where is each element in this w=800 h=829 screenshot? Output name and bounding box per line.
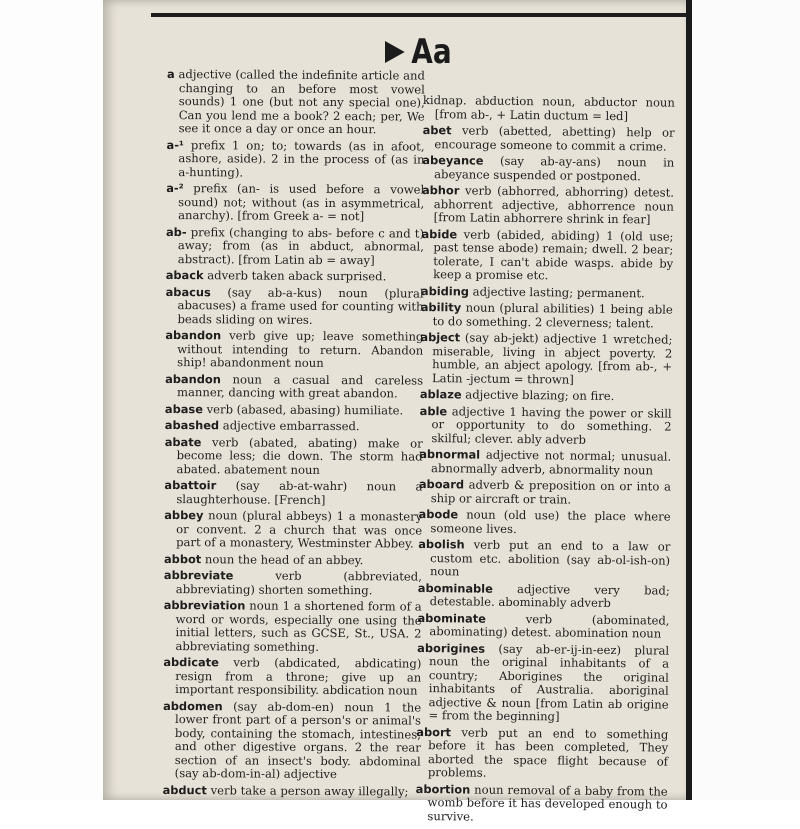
entry-headword: abase [165,401,203,415]
dictionary-entry [421,227,674,284]
entry-definition: noun (plural abilities) 1 being able to do something. 2 cleverness; talent. [433,300,673,329]
background-left [0,0,103,800]
dictionary-entry [416,725,669,782]
dictionary-entry [163,599,421,655]
dictionary-page [103,0,692,800]
dictionary-entry [165,402,423,417]
entry-definition: (say ab-jekt) adjective 1 wretched; miserable, living in abject poverty. 2 humble, an abject apology. [from ab-, + Latin -jectum = thrown] [432,330,673,386]
entry-headword: abate [165,434,202,448]
entry-definition: adjective lasting; permanent. [473,284,645,300]
dictionary-entry [163,656,421,698]
dictionary-entry [420,331,673,388]
entry-definition: prefix (an- is used before a vowel sound) not; without (as in asymmetrical, anarchy). [from Greek a- = not] [178,181,424,223]
dictionary-entry [165,435,423,477]
entry-headword: abort [416,724,451,738]
dictionary-entry [163,783,421,798]
entry-definition: adjective embarrassed. [223,418,360,433]
entry-definition: (say ab-a-kus) noun (plural abacuses) a frame used for counting with beads sliding on wires. [177,285,423,327]
entry-definition: prefix (changing to abs- before c and t) away; from (as in abduct, abnormal, abstract). [from Latin ab = away] [178,225,424,267]
dictionary-entry [415,782,667,825]
entry-headword: abashed [165,418,219,432]
dictionary-entry [164,552,422,567]
dictionary-entry [418,538,670,581]
entry-headword: abbey [164,508,203,522]
entry-definition: verb (abominated, abominating) detest. abomination noun [429,612,669,641]
entry-definition: adjective very bad; detestable. abominably adverb [430,582,670,610]
entry-headword: abide [421,226,457,240]
entry-headword: able [420,403,448,417]
entry-headword: abdomen [163,698,223,712]
entry-headword: a-² [166,181,183,195]
entry-headword: ab- [166,224,187,238]
entry-headword: abode [419,507,459,521]
entry-definition: prefix 1 on; to; towards (as in afoot, ashore, aside). 2 in the process of (as in a-hunting). [178,138,424,179]
background-right [692,0,800,800]
entry-headword: abeyance [422,153,483,168]
dictionary-entry [163,699,421,782]
entry-definition: verb (abdicated, abdicating) resign from a throne; give up an important responsibility. abdication noun [175,655,421,697]
dictionary-entry [423,94,675,124]
entry-headword: ability [421,300,462,314]
entry-headword: abacus [166,284,211,298]
entry-headword: abandon [165,371,221,385]
entry-definition: noun a casual and careless manner, dancing with great abandon. [177,372,423,401]
dictionary-entry [165,329,423,371]
dictionary-entry [167,68,425,137]
dictionary-entry [164,479,422,508]
entry-definition: noun removal of a baby from the womb before it has developed enough to survive. [427,782,667,823]
entry-definition: verb take a person away illegally; [211,783,409,798]
entry-definition: verb put an end to something before it has been completed, They aborted the space flight because of problems. [428,725,669,780]
dictionary-entry [166,225,424,267]
dictionary-entry [417,611,669,641]
entry-headword: abominate [417,610,486,625]
entry-headword: abattoir [164,478,216,492]
dictionary-entry [421,284,673,300]
entry-definition: verb (abetted, abetting) help or encourage someone to commit a crime. [434,123,674,153]
entry-definition: (say ab-dom-en) noun 1 the lower front part of a person's or animal's body, containing the stomach, intestines, and other digestive organs. 2 the rear section of an insect's body. abdominal (say ab-dom-in-al) adjective [175,699,422,781]
entry-definition: verb (abhorred, abhorring) detest. abhorrent adjective, abhorrence noun [from Latin abhorrere shrink in fear] [434,183,674,226]
entry-definition: verb give up; leave something without intending to return. Abandon ship! abandonment noun [177,328,423,370]
right-triangle-icon [385,41,405,63]
dictionary-entry [418,508,670,538]
dictionary-entry [419,448,671,478]
entry-headword: aborigines [417,640,485,655]
dictionary-entry [166,138,424,180]
entry-definition: adjective not normal; unusual. abnormally adverb, abnormality noun [431,448,671,477]
entry-definition: verb put an end to a law or custom etc. abolition (say ab-ol-ish-on) noun [430,538,670,579]
entry-headword: a [167,67,175,81]
dictionary-entry [166,182,424,224]
dictionary-entry [421,301,673,331]
entry-headword: abduct [163,782,207,796]
dictionary-entry [165,419,423,434]
entry-headword: abominable [418,580,493,595]
entry-definition: verb (abated, abating) make or become less; die down. The storm had abated. abatement noun [177,435,423,477]
entry-headword: abandon [165,328,221,342]
entry-definition: adjective (called the indefinite article and changing to an before most vowel sounds) 1 one (but not any special one), Can you lend me a book? 2 each; per, We see it once a day or once an hour. [178,67,425,136]
entry-definition: adverb & preposition on or into a ship or aircraft or train. [431,478,671,507]
entry-headword: abbot [164,551,201,565]
page-edge [686,0,692,800]
entry-headword: abet [423,123,452,137]
entry-headword: abbreviation [164,598,246,612]
entry-definition: adjective blazing; on fire. [465,387,614,403]
dictionary-entry [416,641,669,725]
dictionary-entry [165,372,423,401]
section-heading [385,30,452,74]
entry-headword: abolish [418,537,465,551]
entry-headword: abortion [416,781,471,796]
section-letter: Aa [411,32,451,72]
entry-definition: verb (abased, abasing) humiliate. [207,402,404,417]
entry-headword: aback [166,268,204,282]
left-column [163,68,425,802]
dictionary-entry [419,404,671,447]
entry-headword: abnormal [419,447,480,462]
entry-definition: noun (old use) the place where someone lives. [430,507,670,535]
entry-definition: noun (plural abbeys) 1 a monastery or convent. 2 a church that was once part of a monastery, Westminster Abbey. [176,508,422,550]
entry-definition: (say ab-er-ij-in-eez) plural noun the original inhabitants of a country; Aborigines the original inhabitants of Australia. aboriginal adjective & noun [from Latin ab origine = from the beginning] [428,641,669,723]
right-column [415,94,675,829]
header-rule [151,13,686,17]
dictionary-entry [419,478,671,508]
entry-headword: abhor [422,183,460,197]
entry-definition: (say ab-at-wahr) noun a slaughterhouse. [French] [176,478,422,506]
dictionary-entry [166,269,424,284]
dictionary-entry [418,581,670,611]
dictionary-entry [164,509,422,551]
entry-headword: abject [420,330,460,344]
entry-definition: noun the head of an abbey. [205,552,364,567]
entry-headword: aboard [419,477,464,491]
entry-headword: abbreviate [164,568,234,582]
entry-definition: noun 1 a shortened form of a word or words, especially one using the initial letters, such as GCSE, St., USA. 2 abbreviating something. [175,599,421,654]
dictionary-entry [422,154,674,184]
dictionary-entry [422,124,674,154]
entry-headword: abiding [421,283,469,298]
dictionary-entry [422,184,674,227]
entry-headword: ablaze [420,387,462,401]
entry-definition: kidnap. abduction noun, abductor noun [from ab-, + Latin ductum = led] [423,93,675,123]
entry-definition: adverb taken aback surprised. [207,268,386,283]
entry-headword: abdicate [163,655,219,669]
entry-headword: a-¹ [166,137,183,151]
entry-definition: (say ab-ay-ans) noun in abeyance suspended or postponed. [434,154,674,183]
dictionary-entry [165,285,423,327]
entry-definition: verb (abided, abiding) 1 (old use; past tense abode) remain; dwell. 2 bear; tolerate, I can't abide wasps. abide by keep a promise etc. [433,227,674,282]
dictionary-entry [420,388,672,404]
dictionary-entry [164,569,422,598]
entry-definition: adjective 1 having the power or skill or opportunity to do something. 2 skilful; clever. ably adverb [431,404,671,446]
entry-definition: verb (abbreviated, abbreviating) shorten something. [176,569,422,597]
